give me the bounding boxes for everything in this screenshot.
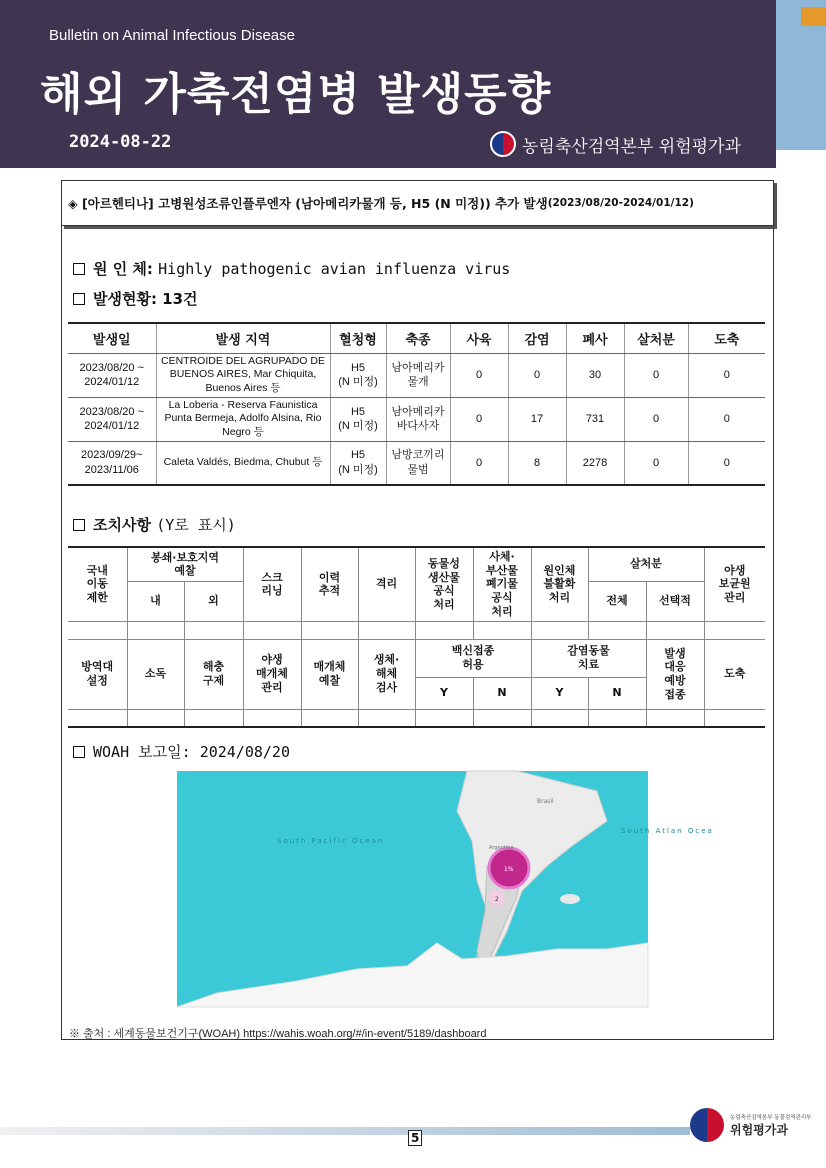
m-domestic-restriction: 국내 이동 제한 <box>68 547 127 621</box>
cell-dead: 731 <box>566 397 624 441</box>
footer-org-big: 위험평가과 <box>730 1122 788 1137</box>
cause-label: 원 인 체: <box>93 260 159 278</box>
m-outer: 외 <box>184 581 243 621</box>
org-name: 농림축산검역본부 위험평가과 <box>522 136 741 157</box>
source-note: ※ 출처 : 세계동물보건기구(WOAH) https://wahis.woah.org/#/in-event/5189/dashboard <box>69 1028 487 1040</box>
table-row <box>68 353 765 397</box>
m-cull-all: 전체 <box>588 581 646 621</box>
page-title: 해외 가축전염병 발생동향 <box>40 69 552 120</box>
cell-culled: 0 <box>624 397 688 441</box>
cell-date: 2023/08/20 ~ 2024/01/12 <box>68 353 156 397</box>
map-svg <box>177 771 714 1007</box>
m-inner: 내 <box>127 581 184 621</box>
cell-dead: 30 <box>566 353 624 397</box>
cell-region: Caleta Valdés, Biedma, Chubut 등 <box>156 441 330 485</box>
cell-dead: 2278 <box>566 441 624 485</box>
m-treat-y: Y <box>531 677 588 709</box>
outbreak-map[interactable] <box>177 771 714 1007</box>
footer-bar <box>0 1127 690 1135</box>
m-pest-control: 해충 구제 <box>184 639 243 709</box>
status-text: 발생현황: 13건 <box>93 290 198 308</box>
measures-value-row-1 <box>68 621 765 639</box>
m-disinfection: 소독 <box>127 639 184 709</box>
bubble-small-label: 2 <box>495 896 499 903</box>
cell-culled: 0 <box>624 353 688 397</box>
cell-slaughtered: 0 <box>688 397 765 441</box>
status-line <box>73 288 198 309</box>
cell-region: La Loberia - Reserva Faunistica Punta Bermeja, Adolfo Alsina, Rio Negro 등 <box>156 397 330 441</box>
checkbox-icon <box>73 746 85 758</box>
bulletin-subtitle: Bulletin on Animal Infectious Disease <box>49 27 295 44</box>
island-land <box>560 894 580 904</box>
accent-square <box>801 7 826 26</box>
topic-box <box>61 180 774 226</box>
cell-infected: 8 <box>508 441 566 485</box>
col-header: 사육 <box>450 323 508 353</box>
woah-label: WOAH 보고일: <box>93 743 200 761</box>
col-header: 발생 지역 <box>156 323 330 353</box>
cell-species: 남아메리카 물개 <box>386 353 450 397</box>
m-wild-vector: 야생 매개체 관리 <box>243 639 301 709</box>
bulletin-date: 2024-08-22 <box>69 132 172 152</box>
m-zone-surveillance: 봉쇄·보호지역 예찰 <box>127 547 243 581</box>
measures-table <box>68 546 765 728</box>
measures-value: (Y로 표시) <box>156 516 236 534</box>
measures-label: 조치사항 <box>93 516 157 534</box>
cell-serotype: H5 (N 미정) <box>330 397 386 441</box>
footer-org-small: 농림축산검역본부 동물검역관리부 <box>730 1114 812 1121</box>
m-product-processing: 동물성 생산물 공식 처리 <box>415 547 473 621</box>
table-row <box>68 397 765 441</box>
outbreak-table <box>68 322 765 486</box>
cell-slaughtered: 0 <box>688 441 765 485</box>
cell-species: 남방코끼리 물범 <box>386 441 450 485</box>
ocean-sp-label: South Pacific Ocean <box>277 837 385 845</box>
page-number: 5 <box>408 1130 422 1146</box>
m-treatment: 감염동물 치료 <box>531 639 646 677</box>
argentina-label: Argentina <box>489 845 514 851</box>
checkbox-icon <box>73 263 85 275</box>
woah-line <box>73 741 290 762</box>
cell-raised: 0 <box>450 441 508 485</box>
cell-slaughtered: 0 <box>688 353 765 397</box>
col-header: 축종 <box>386 323 450 353</box>
col-header: 발생일 <box>68 323 156 353</box>
cell-species: 남아메리카 바다사자 <box>386 397 450 441</box>
ocean-sa-label: South Atlan Ocea <box>621 827 714 835</box>
measures-value-row-2 <box>68 709 765 727</box>
cell-culled: 0 <box>624 441 688 485</box>
cell-date: 2023/09/29~ 2023/11/06 <box>68 441 156 485</box>
col-header: 도축 <box>688 323 765 353</box>
measures-line <box>73 514 236 535</box>
cell-raised: 0 <box>450 397 508 441</box>
m-wildlife-reservoir: 야생 보균원 관리 <box>704 547 765 621</box>
taegeuk-emblem-icon <box>490 131 516 157</box>
m-zone-setup: 방역대 설정 <box>68 639 127 709</box>
topic-range: (2023/08/20-2024/01/12) <box>547 197 694 209</box>
cell-region: CENTROIDE DEL AGRUPADO DE BUENOS AIRES, Mar Chiquita, Buenos Aires 등 <box>156 353 330 397</box>
m-inspection: 생체· 해체 검사 <box>358 639 415 709</box>
brazil-label: Brasil <box>537 798 554 805</box>
m-screening: 스크 리닝 <box>243 547 301 621</box>
woah-value: 2024/08/20 <box>199 743 290 761</box>
cell-serotype: H5 (N 미정) <box>330 353 386 397</box>
m-treat-n: N <box>588 677 646 709</box>
m-vector-surveillance: 매개체 예찰 <box>301 639 358 709</box>
m-tracing: 이력 추적 <box>301 547 358 621</box>
m-quarantine: 격리 <box>358 547 415 621</box>
topic-title: ◈ [아르헨티나] 고병원성조류인플루엔자 (남아메리카물개 등, H5 (N 미정)) 추가 발생 <box>68 196 548 211</box>
cause-line <box>73 258 510 279</box>
cell-date: 2023/08/20 ~ 2024/01/12 <box>68 397 156 441</box>
m-culling: 살처분 <box>588 547 704 581</box>
col-header: 살처분 <box>624 323 688 353</box>
m-vacc-n: N <box>473 677 531 709</box>
cell-infected: 17 <box>508 397 566 441</box>
col-header: 혈청형 <box>330 323 386 353</box>
taegeuk-emblem-icon <box>690 1108 724 1142</box>
m-vaccination: 백신접종 허용 <box>415 639 531 677</box>
cause-value: Highly pathogenic avian influenza virus <box>158 260 511 278</box>
table-row <box>68 441 765 485</box>
cell-raised: 0 <box>450 353 508 397</box>
org-label <box>490 131 741 157</box>
m-cull-selective: 선택적 <box>646 581 704 621</box>
m-slaughter: 도축 <box>704 639 765 709</box>
footer-logo <box>690 1108 811 1142</box>
checkbox-icon <box>73 519 85 531</box>
antarctica-land <box>177 943 648 1007</box>
cell-serotype: H5 (N 미정) <box>330 441 386 485</box>
checkbox-icon <box>73 293 85 305</box>
m-inactivation: 원인체 불활화 처리 <box>531 547 588 621</box>
m-carcass-processing: 사체· 부산물 폐기물 공식 처리 <box>473 547 531 621</box>
col-header: 폐사 <box>566 323 624 353</box>
bubble-large-label: 1% <box>504 866 514 873</box>
m-response-vaccination: 발생 대응 예방 접종 <box>646 639 704 709</box>
col-header: 감염 <box>508 323 566 353</box>
header-banner <box>0 0 776 168</box>
cell-infected: 0 <box>508 353 566 397</box>
m-vacc-y: Y <box>415 677 473 709</box>
